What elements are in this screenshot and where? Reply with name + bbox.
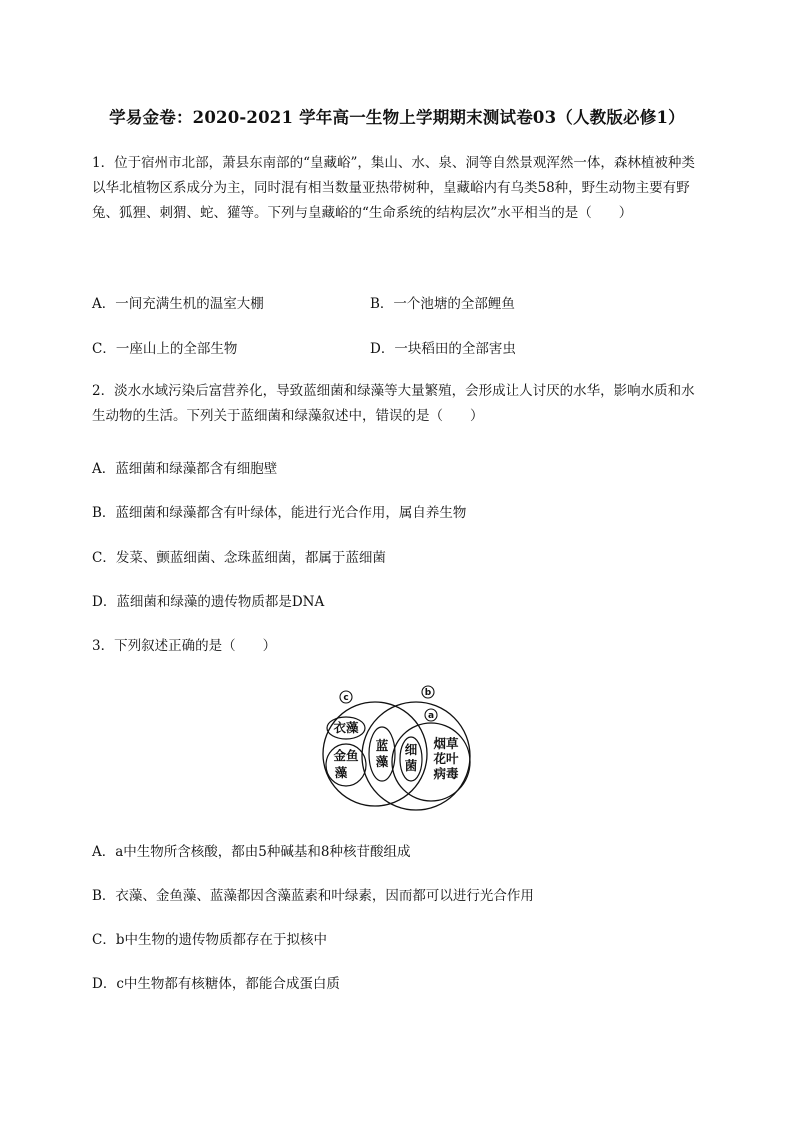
label-a: a (427, 711, 435, 721)
question-1-stem: 1．位于宿州市北部，萧县东南部的“皇藏峪”，集山、水、泉、洞等自然景观浑然一体，森林植被种类以华北植物区系成分为主，同时混有相当数量亚热带树种，皇藏峪内有乌类58种，野生动物主要有野兔、狐狸、刺猬、蛇、獾等。下列与皇藏峪的“生命系统的结构层次”水平相当的是（ ） (92, 155, 695, 221)
label-b: b (424, 688, 432, 698)
question-3-option-d[interactable]: D．c中生物都有核糖体，都能合成蛋白质 (92, 976, 340, 992)
question-2-option-a[interactable]: A．蓝细菌和绿藻都含有细胞壁 (92, 461, 278, 477)
page-title: 学易金卷：2020-2021 学年高一生物上学期期末测试卷03（人教版必修1） (109, 108, 685, 127)
question-2-stem: 2．淡水水域污染后富营养化，导致蓝细菌和绿藻等大量繁殖，会形成让人讨厌的水华，影响水质和水生动物的生活。下列关于蓝细菌和绿藻叙述中，错误的是（ ） (92, 383, 695, 424)
label-c: c (343, 693, 349, 703)
venn-diagram (322, 684, 472, 814)
question-2-option-c[interactable]: C．发菜、颤蓝细菌、念珠蓝细菌，都属于蓝细菌 (92, 550, 386, 566)
item-yizao: 衣藻 (333, 720, 359, 735)
question-2-option-b[interactable]: B．蓝细菌和绿藻都含有叶绿体，能进行光合作用，属自养生物 (92, 505, 467, 521)
question-3-option-a[interactable]: A．a中生物所含核酸，都由5种碱基和8种核苷酸组成 (92, 844, 411, 860)
question-2-option-d[interactable]: D．蓝细菌和绿藻的遗传物质都是DNA (92, 594, 325, 610)
question-3-option-b[interactable]: B．衣藻、金鱼藻、蓝藻都因含藻蓝素和叶绿素，因而都可以进行光合作用 (92, 888, 534, 904)
item-virus-line2: 花叶 (433, 751, 459, 766)
item-xijun-line1: 细 (404, 742, 418, 757)
item-jinyuzao-line2: 藻 (334, 765, 348, 780)
item-lanzao-line2: 藻 (375, 754, 389, 769)
question-3-option-c[interactable]: C．b中生物的遗传物质都存在于拟核中 (92, 932, 327, 948)
item-lanzao-line1: 蓝 (375, 738, 389, 753)
question-1-option-b[interactable]: B．一个池塘的全部鲤鱼 (370, 296, 515, 312)
question-1-option-c[interactable]: C．一座山上的全部生物 (92, 341, 238, 357)
question-1-option-d[interactable]: D．一块稻田的全部害虫 (370, 341, 516, 357)
item-virus-line1: 烟草 (433, 736, 459, 751)
item-jinyuzao-line1: 金鱼 (333, 748, 359, 763)
question-1-option-a[interactable]: A．一间充满生机的温室大棚 (92, 296, 264, 312)
question-3-stem: 3．下列叙述正确的是（ ） (92, 638, 277, 654)
item-xijun-line2: 菌 (404, 758, 418, 773)
item-virus-line3: 病毒 (433, 766, 459, 781)
